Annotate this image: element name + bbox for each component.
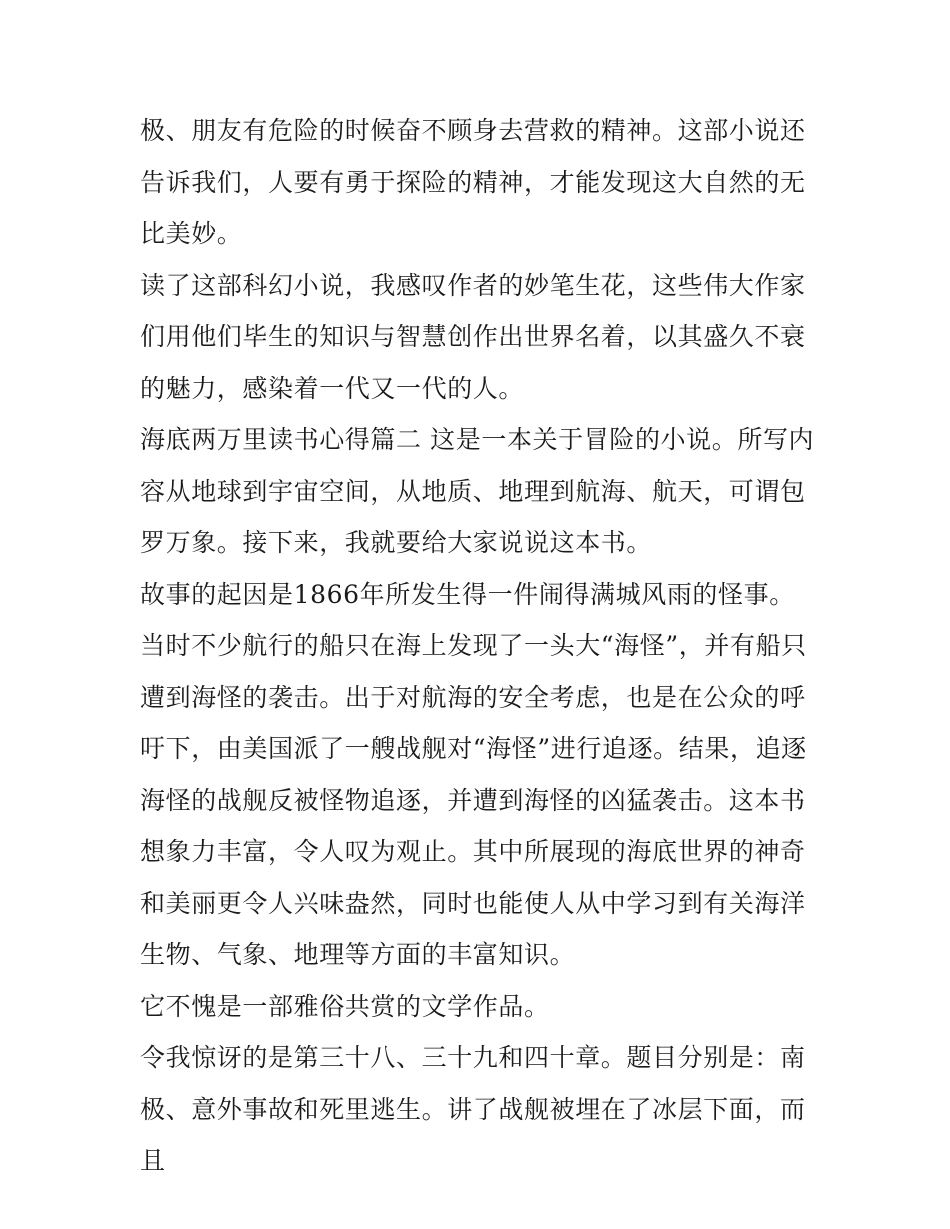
paragraph-3: 海底两万里读书心得篇二 这是一本关于冒险的小说。所写内容从地球到宇宙空间，从地质、地理到航海、航天，可谓包罗万象。接下来，我就要给大家说说这本书。	[140, 425, 815, 557]
paragraph-5: 它不愧是一部雅俗共赏的文学作品。	[140, 991, 550, 1021]
paragraph-2: 读了这部科幻小说，我感叹作者的妙笔生花，这些伟大作家们用他们毕生的知识与智慧创作出世界名着，以其盛久不衰的魅力，感染着一代又一代的人。	[140, 270, 806, 403]
paragraph-1: 极、朋友有危险的时候奋不顾身去营救的精神。这部小说还告诉我们，人要有勇于探险的精神，才能发现这大自然的无比美妙。	[140, 116, 806, 248]
document-body	[140, 105, 820, 1187]
paragraph-4: 故事的起因是1866年所发生得一件闹得满城风雨的怪事。当时不少航行的船只在海上发现了一头大“海怪”，并有船只遭到海怪的袭击。出于对航海的安全考虑，也是在公众的呼吁下，由美国派了一艘战舰对“海怪”进行追逐。结果，追逐海怪的战舰反被怪物追逐，并遭到海怪的凶猛袭击。这本书想象力丰富，令人叹为观止。其中所展现的海底世界的神奇和美丽更令人兴味盎然，同时也能使人从中学习到有关海洋生物、气象、地理等方面的丰富知识。	[140, 579, 807, 969]
paragraph-6: 令我惊讶的是第三十八、三十九和四十章。题目分别是：南极、意外事故和死里逃生。讲了战舰被埋在了冰层下面，而且	[140, 1043, 806, 1175]
